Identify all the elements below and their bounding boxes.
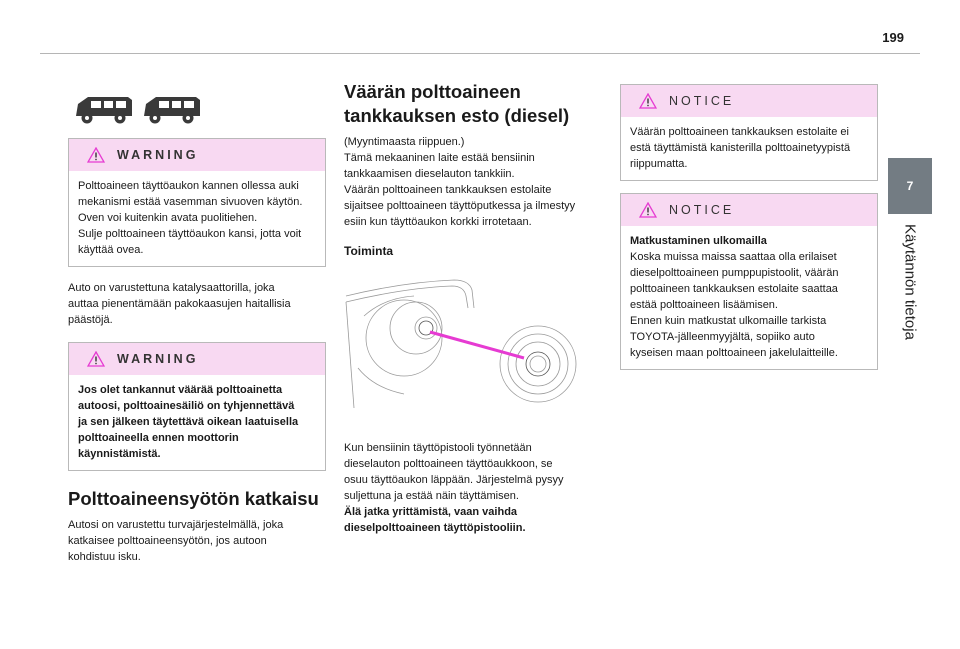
page-number: 199 [882,30,904,45]
subheading-operation: Toiminta [344,244,394,258]
column-right [620,84,878,370]
notice-header [621,194,877,226]
warning-triangle-icon [87,147,105,163]
notice-line: Väärän polttoaineen tankkauksen estolaite ei [630,126,849,138]
notice-line: estä täyttämistä kanisterilla polttoainetyypistä [630,142,851,154]
body-line: Auto on varustettuna katalysaattorilla, joka [68,282,275,294]
fuel-cutoff-paragraph [68,517,326,565]
body-line-bold: dieselpolttoaineen täyttöpistooliin. [344,522,526,534]
warning-label: WARNING [117,148,199,162]
column-middle [344,80,602,536]
warning-line: Oven voi kuitenkin avata puolitiehen. [78,212,258,224]
notice-triangle-icon [639,93,657,109]
van-icon [72,92,202,126]
operation-paragraph [344,440,602,536]
warning-line: mekanismi estää vasemman sivuoven käytön. [78,196,303,208]
warning-header [69,139,325,171]
header-rule [40,53,920,54]
body-line: kohdistuu isku. [68,551,141,563]
notice-line: Koska muissa maissa saattaa olla erilaiset [630,251,837,263]
warning-line: Sulje polttoaineen täyttöaukon kansi, jotta voit [78,228,302,240]
warning-box-door [68,138,326,267]
body-line: (Myyntimaasta riippuen.) [344,136,465,148]
warning-header [69,343,325,375]
body-line-bold: Älä jatka yrittämistä, vaan vaihda [344,506,518,518]
notice-title: Matkustaminen ulkomailla [630,235,767,247]
body-line: Tämä mekaaninen laite estää bensiinin [344,152,535,164]
chapter-title: Käytännön tietoja [901,224,919,340]
notice-header [621,85,877,117]
notice-box-abroad [620,193,878,370]
section-heading-fuel-cutoff: Polttoaineensyötön katkaisu [68,488,319,509]
notice-line: estää polttoaineen lisäämisen. [630,299,778,311]
warning-line: Jos olet tankannut väärää polttoainetta [78,384,283,396]
warning-triangle-icon [87,351,105,367]
body-line: päästöjä. [68,314,113,326]
body-line: katkaisee polttoaineensyötön, jos autoon [68,535,267,547]
catalyst-paragraph [68,280,326,328]
body-line: auttaa pienentämään pakokaasujen haitallisia [68,298,291,310]
notice-line: Ennen kuin matkustat ulkomaille tarkista [630,315,827,327]
body-line: osuu täyttöaukon läppään. Järjestelmä pysyy [344,474,564,486]
warning-label: WARNING [117,352,199,366]
section-heading-misfuel-line1: Väärän polttoaineen [344,81,521,102]
chapter-tab[interactable]: 7 [888,158,932,214]
fuel-filler-illustration [344,268,602,428]
vehicle-icons [68,80,326,138]
fuel-filler-diagram [344,268,602,428]
body-line: Kun bensiinin täyttöpistooli työnnetään [344,442,532,454]
warning-line: Polttoaineen täyttöaukon kannen ollessa auki [78,180,299,192]
body-line: sijaitsee polttoaineen täyttöputkessa ja ilmestyy [344,200,576,212]
warning-line: ja sen jälkeen täytettävä oikean laatuisella [78,416,299,428]
warning-line: autoosi, polttoainesäiliö on tyhjennettävä [78,400,295,412]
notice-line: kyseisen maan polttoaineen jakelulaitteille. [630,347,838,359]
section-heading-misfuel-line2: tankkauksen esto (diesel) [344,105,570,126]
warning-box-wrong-fuel [68,342,326,471]
body-line: tankkaamisen dieselauton tankkiin. [344,168,515,180]
notice-line: polttoaineen tankkauksen estolaite saattaa [630,283,838,295]
notice-triangle-icon [639,202,657,218]
body-line: dieselauton polttoaineen täyttöaukkoon, se [344,458,553,470]
warning-line: käyttää ovea. [78,244,144,256]
notice-label: NOTICE [669,94,735,108]
body-line: Väärän polttoaineen tankkauksen estolaite [344,184,552,196]
notice-box-canister [620,84,878,181]
body-line: Autosi on varustettu turvajärjestelmällä, joka [68,519,284,531]
notice-line: dieselpolttoaineen pumppupistoolit, väärän [630,267,839,279]
misfuel-intro [344,134,602,230]
body-line: suljettuna ja estää näin täyttämisen. [344,490,519,502]
warning-line: käynnistämistä. [78,448,161,460]
warning-line: polttoaineella ennen moottorin [78,432,239,444]
notice-line: riippumatta. [630,158,688,170]
column-left [68,80,326,565]
body-line: esiin kun täyttöaukon korkki irrotetaan. [344,216,532,228]
notice-line: TOYOTA-jälleenmyyjältä, sopiiko auto [630,331,815,343]
notice-label: NOTICE [669,203,735,217]
